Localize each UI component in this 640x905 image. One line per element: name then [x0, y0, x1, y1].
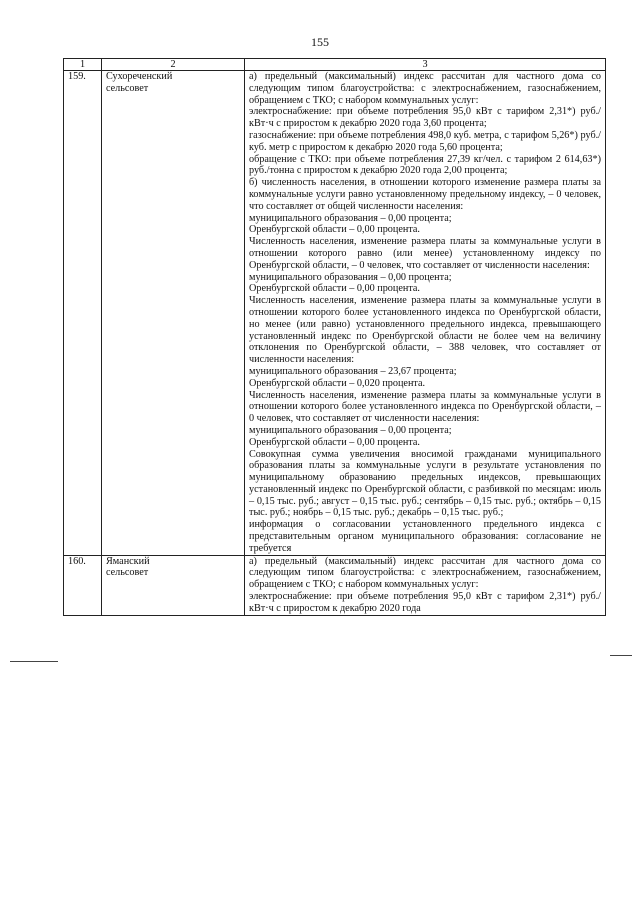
- municipality-name-line: сельсовет: [106, 82, 149, 94]
- description-paragraph: Оренбургской области – 0,00 процента.: [249, 224, 420, 236]
- row-number: 159.: [64, 71, 102, 556]
- municipality-name-line: Яманский: [106, 555, 150, 567]
- description-paragraph: а) предельный (максимальный) индекс рассчитан для частного дома со следующим типом благоустройства: с электроснабжением, газоснабжением, обращением с ТКО; с набором коммунальных услуг:: [249, 555, 601, 591]
- description-paragraph: информация о согласовании установленного предельного индекса с представительным органом муниципального образования: согласование не требуется: [249, 519, 601, 554]
- description-paragraph: а) предельный (максимальный) индекс рассчитан для частного дома со следующим типом благоустройства: с электроснабжением, газоснабжением, обращением с ТКО; с набором коммунальных услуг:: [249, 71, 601, 106]
- municipality-name: [102, 71, 245, 556]
- description-paragraph: электроснабжение: при объеме потребления 95,0 кВт с тарифом 2,31*) руб./кВт·ч с приростом к декабрю 2020 года: [249, 591, 601, 614]
- page-number: 155: [311, 35, 329, 49]
- description-paragraph: Численность населения, изменение размера платы за коммунальные услуги в отношении которого равно (или менее) установленному индексу по Оренбургской области, – 0 человек, что составляет от численности населения:: [249, 236, 601, 271]
- header-col-1: 1: [64, 59, 102, 71]
- header-col-2: 2: [102, 59, 245, 71]
- description-paragraph: муниципального образования – 0,00 процента;: [249, 271, 452, 283]
- scan-artifact-line: [10, 661, 58, 662]
- description-paragraph: Оренбургской области – 0,020 процента.: [249, 377, 426, 389]
- description-paragraph: Совокупная сумма увеличения вносимой гражданами муниципального образования платы за коммунальные услуги в результате установления по муниципальному образованию предельных индексов, превышающих установленный индекс по Оренбургской области, с разбивкой по месяцам: июль – 0,15 тыс. руб.; август – 0,15 тыс. руб.; сентябрь – 0,15 тыс. руб.; октябрь – 0,15 тыс. руб.; ноябрь – 0,15 тыс. руб.; декабрь – 0,15 тыс. руб.;: [249, 448, 601, 519]
- row-number: 160.: [64, 555, 102, 615]
- municipality-name: [102, 555, 245, 615]
- description-paragraph: Оренбургской области – 0,00 процента.: [249, 283, 420, 295]
- municipality-name-line: сельсовет: [106, 567, 149, 579]
- scan-artifact-line: [610, 655, 632, 656]
- tariff-index-table: [63, 58, 606, 616]
- municipality-name-line: Сухореченский: [106, 71, 173, 82]
- description-paragraph: обращение с ТКО: при объеме потребления 27,39 кг/чел. с тарифом 2 614,63*) руб./тонна с приростом к декабрю 2020 года 2,00 процента;: [249, 153, 601, 177]
- description-paragraph: муниципального образования – 0,00 процента;: [249, 424, 452, 436]
- description-paragraph: электроснабжение: при объеме потребления 95,0 кВт с тарифом 2,31*) руб./кВт·ч с приростом к декабрю 2020 года 3,60 процента;: [249, 106, 601, 130]
- table-row: [64, 555, 606, 615]
- table-header-row: [64, 59, 606, 71]
- header-col-3: 3: [245, 59, 606, 71]
- description-paragraph: Численность населения, изменение размера платы за коммунальные услуги в отношении которого более установленного индекса по Оренбургской области, но менее (или равно) установленного предельного индекса, превышающего установленный индекс по Оренбургской области не более чем на величину отклонения по Оренбургской области, – 388 человек, что составляет от численности населения:: [249, 295, 601, 366]
- description-paragraph: муниципального образования – 23,67 процента;: [249, 365, 457, 377]
- index-description: [245, 555, 606, 615]
- description-paragraph: Оренбургской области – 0,00 процента.: [249, 436, 420, 448]
- description-paragraph: б) численность населения, в отношении которого изменение размера платы за коммунальные услуги равно установленному предельному индексу, – 0 человек, что составляет от общей численности населения:: [249, 177, 601, 212]
- table-row: [64, 71, 606, 556]
- index-description: [245, 71, 606, 556]
- description-paragraph: газоснабжение: при объеме потребления 498,0 куб. метра, с тарифом 5,26*) руб./куб. метр с приростом к декабрю 2020 года 5,60 процента;: [249, 129, 601, 153]
- description-paragraph: муниципального образования – 0,00 процента;: [249, 212, 452, 224]
- description-paragraph: Численность населения, изменение размера платы за коммунальные услуги в отношении которого более установленного индекса по Оренбургской области, – 0 человек, что составляет от численности населения:: [249, 389, 601, 425]
